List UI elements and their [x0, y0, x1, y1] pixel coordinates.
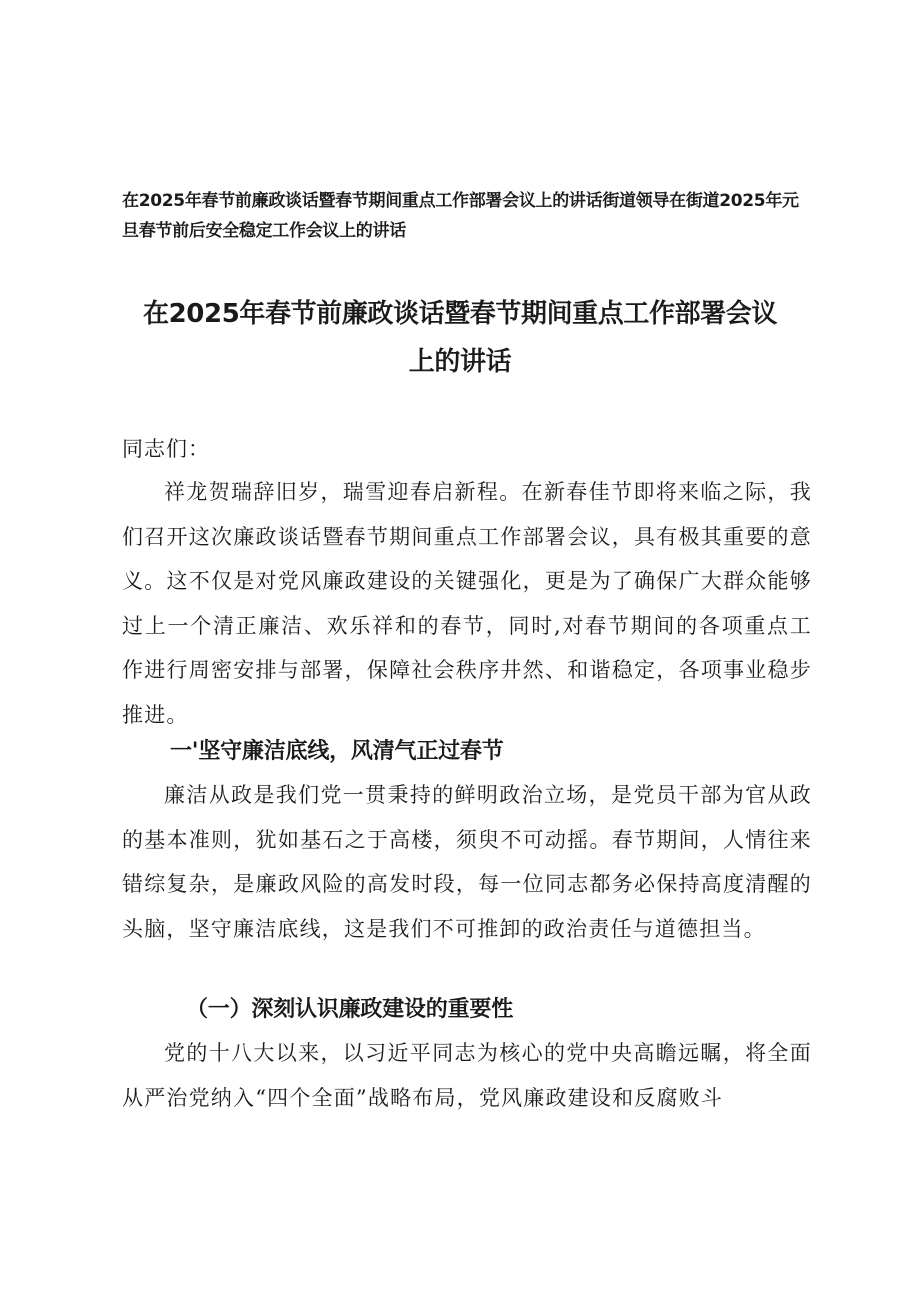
document-header: 在2025年春节前廉政谈话暨春节期间重点工作部署会议上的讲话街道领导在街道2025年元旦春节前后安全稳定工作会议上的讲话 — [122, 191, 799, 241]
section-heading-1: 一'坚守廉洁底线，风清气正过春节 — [170, 739, 504, 764]
paragraph-subsection-1: 党的十八大以来，以习近平同志为核心的党中央高瞻远瞩，将全面从严治党纳入“四个全面”战略布局，党风廉政建设和反腐败斗 — [122, 1041, 812, 1110]
paragraph-section-1: 廉洁从政是我们党一贯秉持的鲜明政治立场，是党员干部为官从政的基本准则，犹如基石之于高楼，须臾不可动摇。春节期间，人情往来错综复杂，是廉政风险的高发时段，每一位同志都务必保持高度清醒的头脑，坚守廉洁底线，这是我们不可推卸的政治责任与道德担当。 — [122, 783, 812, 941]
title-line-2: 上的讲话 — [408, 347, 512, 377]
salutation: 同志们： — [122, 437, 210, 461]
title-line-1: 在2025年春节前廉政谈话暨春节期间重点工作部署会议 — [143, 299, 777, 329]
document-title — [110, 290, 810, 386]
subsection-heading-1: （一）深刻认识廉政建设的重要性 — [186, 997, 514, 1022]
paragraph-intro: 祥龙贺瑞辞旧岁，瑞雪迎春启新程。在新春佳节即将来临之际，我们召开这次廉政谈话暨春节期间重点工作部署会议，具有极其重要的意义。这不仅是对党风廉政建设的关键强化，更是为了确保广大群众能够过上一个清正廉洁、欢乐祥和的春节，同时,对春节期间的各项重点工作进行周密安排与部署，保障社会秩序井然、和谐稳定，各项事业稳步推进。 — [122, 480, 812, 727]
